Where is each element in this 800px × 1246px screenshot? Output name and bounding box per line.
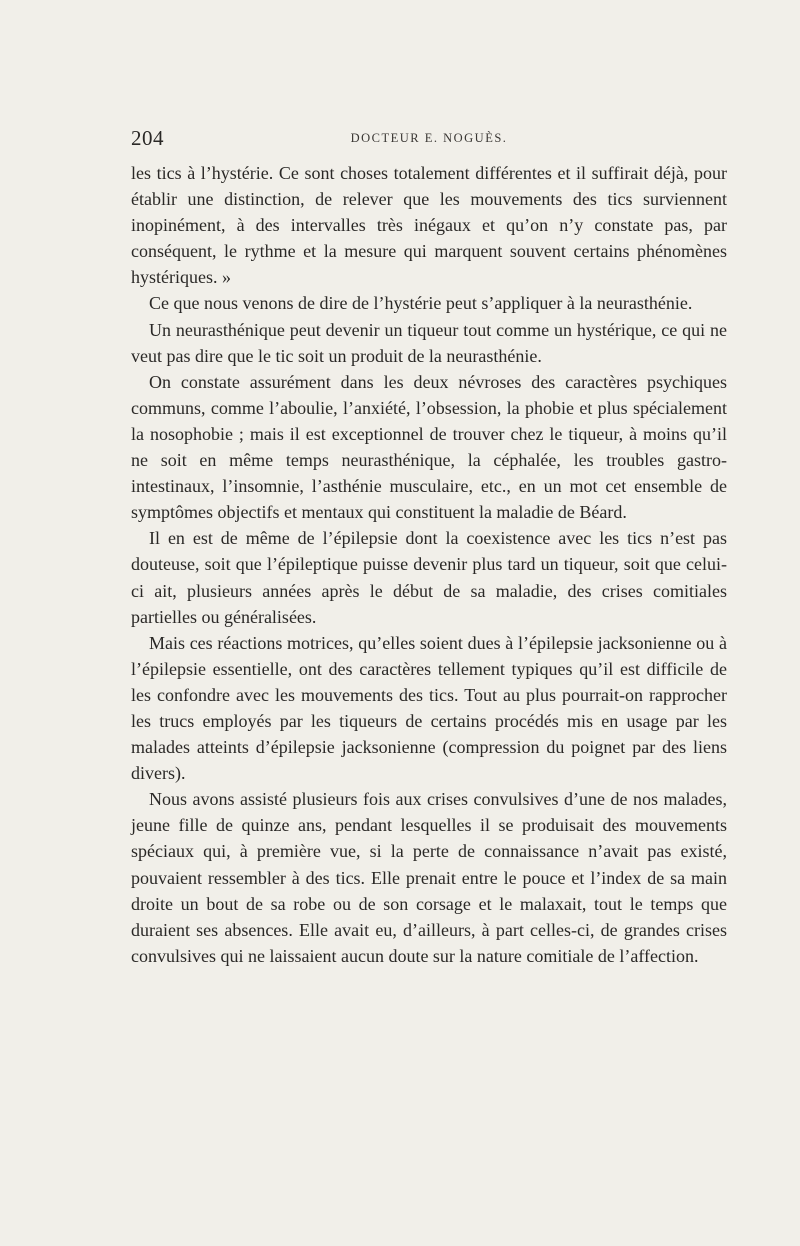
paragraph: Ce que nous venons de dire de l’hystérie peut s’appliquer à la neurasthénie. (149, 293, 693, 314)
body-text (131, 160, 727, 969)
paragraph: Nous avons assisté plusieurs fois aux crises convulsives d’une de nos malades, jeune fille de quinze ans, pendant lesquelles il se produisait des mouvements spéciaux qui, à première vue, si la perte de connaissance n’avait pas existé, pouvaient ressembler à des tics. Elle prenait entre le pouce et l’index de sa main droite un bout de sa robe ou de son corsage et le malaxait, tout le temps que duraient ses absences. Elle avait eu, d’ailleurs, à part celles-ci, de grandes crises convulsives qui ne laissaient aucun doute sur la nature comitiale de l’affection. (131, 789, 727, 966)
paragraph: Il en est de même de l’épilepsie dont la coexistence avec les tics n’est pas douteuse, soit que l’épileptique puisse devenir plus tard un tiqueur, soit que celui-ci ait, plusieurs années après le début de sa maladie, des crises comitiales partielles ou généralisées. (131, 528, 727, 627)
page-number: 204 (131, 126, 164, 150)
running-head: DOCTEUR E. NOGUÈS. (350, 131, 508, 145)
paragraph: Un neurasthénique peut devenir un tiqueur tout comme un hystérique, ce qui ne veut pas dire que le tic soit un produit de la neurasthénie. (131, 319, 727, 366)
paragraph: On constate assurément dans les deux névroses des caractères psychiques communs, comme l’aboulie, l’anxiété, l’obsession, la phobie et plus spécialement la nosophobie ; mais il est exceptionnel de trouver chez le tiqueur, à moins qu’il ne soit en même temps neurasthénique, la céphalée, les troubles gastro-intestinaux, l’insomnie, l’asthénie musculaire, etc., en un mot cet ensemble de symptômes objectifs et mentaux qui constituent la maladie de Béard. (131, 371, 727, 523)
paragraph-continuation: les tics à l’hystérie. Ce sont choses totalement différentes et il suffirait déjà, pour établir une distinction, de relever que les mouvements des tics surviennent inopinément, à des intervalles très inégaux et qu’on n’y constate pas, par conséquent, le rythme et la mesure qui marquent souvent certains phénomènes hystériques. » (131, 163, 727, 288)
page-header (131, 126, 727, 156)
paragraph: Mais ces réactions motrices, qu’elles soient dues à l’épilepsie jacksonienne ou à l’épilepsie essentielle, ont des caractères tellement typiques qu’il est difficile de les confondre avec les mouvements des tics. Tout au plus pourrait-on rapprocher les trucs employés par les tiqueurs de certains procédés mis en usage par les malades atteints d’épilepsie jacksonienne (compression du poignet par des liens divers). (131, 632, 727, 784)
